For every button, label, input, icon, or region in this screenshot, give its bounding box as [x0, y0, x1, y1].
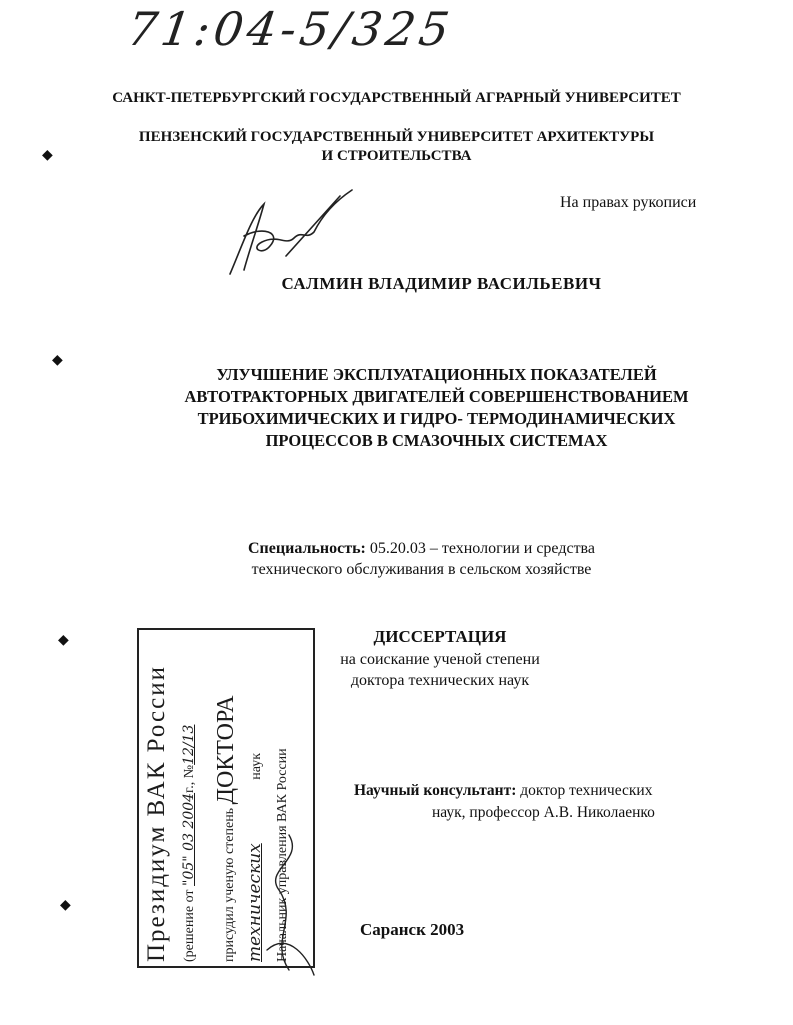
institution-spbgau: САНКТ-ПЕТЕРБУРГСКИЙ ГОСУДАРСТВЕННЫЙ АГРАРНЫЙ УНИВЕРСИТЕТ	[112, 90, 681, 106]
specialty-line-1	[0, 538, 793, 559]
rights-note: На правах рукописи	[560, 194, 697, 211]
stamp-decision	[181, 725, 198, 962]
dissertation-line-1: на соискание ученой степени	[340, 651, 540, 668]
dissertation-line-2: доктора технических наук	[350, 672, 530, 689]
handwritten-archive-number: 71:04-5/325	[124, 2, 457, 56]
stamp-title: Президиум ВАК России	[143, 665, 170, 962]
margin-bullet-2: ◆	[52, 353, 63, 368]
specialty-desc-1: технологии и средства	[441, 540, 595, 557]
consultant-value-1: доктор технических	[520, 782, 653, 799]
stamp-awarded-prefix: присудил ученую степень	[222, 807, 237, 962]
stamp-degree: ДОКТОРА	[213, 695, 239, 805]
stamp-decision-mid: г., №	[182, 764, 197, 793]
title-line-4: ПРОЦЕССОВ В СМАЗОЧНЫХ СИСТЕМАХ	[265, 431, 608, 450]
stamp-decision-date: "05" 03 2004	[181, 792, 197, 886]
specialty-code: 05.20.03	[369, 540, 426, 557]
title-line-2: АВТОТРАКТОРНЫХ ДВИГАТЕЛЕЙ СОВЕРШЕНСТВОВАНИЕМ	[184, 387, 689, 406]
margin-bullet-3: ◆	[58, 633, 69, 648]
institution-penza	[0, 128, 793, 166]
stamp-field-hand: технических	[245, 843, 265, 962]
stamp-field-suffix: наук	[249, 752, 264, 780]
specialty-dash: –	[429, 540, 438, 557]
dissertation-subtitle	[313, 649, 567, 691]
dissertation-heading: ДИССЕРТАЦИЯ	[373, 627, 507, 646]
stamp-signature	[259, 830, 319, 980]
consultant-label: Научный консультант:	[354, 782, 517, 799]
vak-approval-stamp	[137, 628, 315, 968]
stamp-decision-prefix: (решение от	[182, 889, 197, 962]
stamp-awarded	[213, 695, 240, 962]
margin-bullet-1: ◆	[42, 148, 53, 163]
title-line-3: ТРИБОХИМИЧЕСКИХ И ГИДРО- ТЕРМОДИНАМИЧЕСКИХ	[197, 409, 676, 428]
consultant-line-1	[354, 780, 655, 802]
author-name: САЛМИН ВЛАДИМИР ВАСИЛЬЕВИЧ	[281, 274, 602, 293]
specialty-block	[0, 538, 793, 580]
institution-penza-line1: ПЕНЗЕНСКИЙ ГОСУДАРСТВЕННЫЙ УНИВЕРСИТЕТ АРХИТЕКТУРЫ	[138, 129, 655, 145]
dissertation-title	[0, 364, 793, 452]
scientific-consultant	[354, 780, 655, 824]
title-line-1: УЛУЧШЕНИЕ ЭКСПЛУАТАЦИОННЫХ ПОКАЗАТЕЛЕЙ	[216, 365, 657, 384]
city-year: Саранск 2003	[360, 920, 465, 939]
specialty-label: Специальность:	[248, 540, 366, 557]
margin-bullet-4: ◆	[60, 898, 71, 913]
author-signature	[222, 186, 362, 281]
stamp-head-label: Начальник управления ВАК России	[275, 748, 290, 962]
stamp-decision-number: 12/13	[181, 724, 197, 765]
specialty-desc-2: технического обслуживания в сельском хозяйстве	[251, 561, 592, 578]
institution-penza-line2: И СТРОИТЕЛЬСТВА	[321, 148, 472, 164]
consultant-value-2: наук, профессор А.В. Николаенко	[432, 804, 655, 821]
